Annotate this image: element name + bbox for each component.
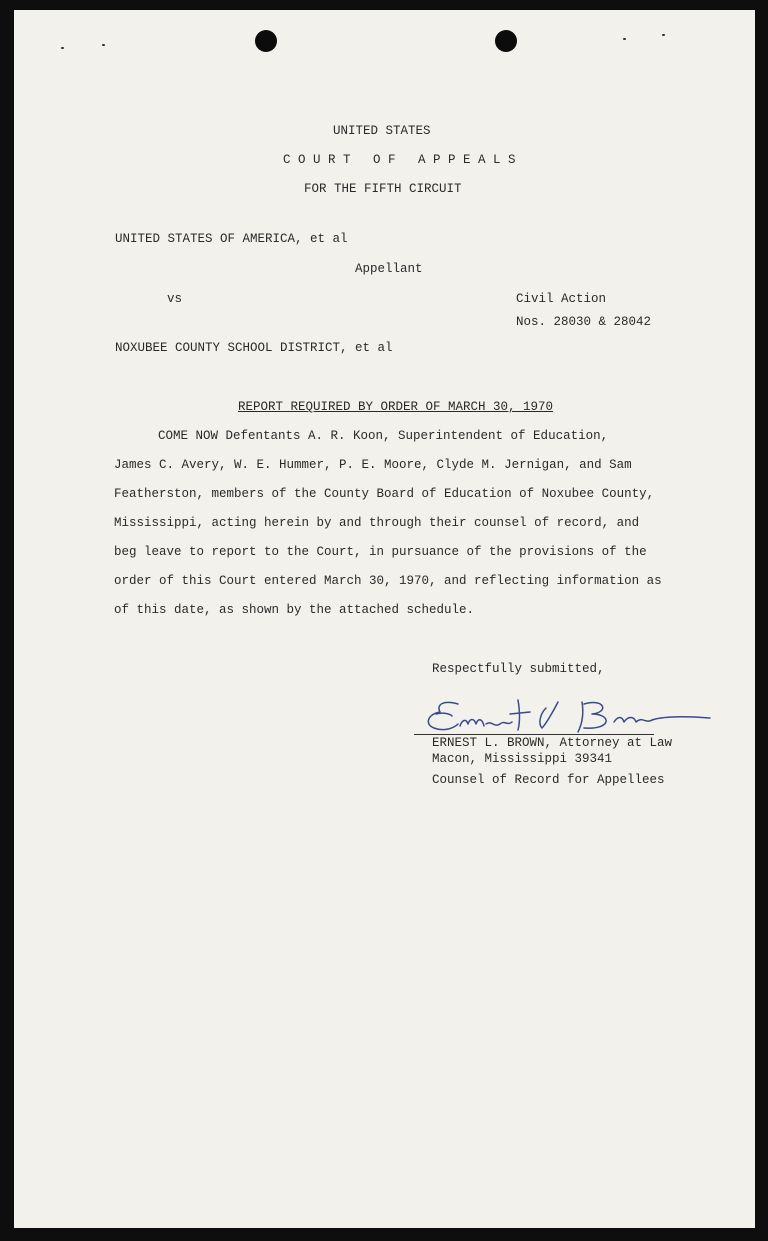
defendant-name: NOXUBEE COUNTY SCHOOL DISTRICT, et al [115, 341, 393, 355]
body-line: Mississippi, acting herein by and through their counsel of record, and [114, 516, 640, 530]
plaintiff-role: Appellant [355, 262, 423, 276]
report-title: REPORT REQUIRED BY ORDER OF MARCH 30, 1970 [238, 400, 554, 414]
closing-line: Respectfully submitted, [432, 662, 605, 676]
speck [623, 38, 626, 40]
court-header-line-3: FOR THE FIFTH CIRCUIT [304, 182, 462, 196]
signature-line [414, 734, 654, 735]
speck [102, 44, 105, 46]
court-header-line-1: UNITED STATES [333, 124, 431, 138]
speck [662, 34, 665, 36]
punch-hole-right [495, 30, 517, 52]
attorney-role: Counsel of Record for Appellees [432, 773, 665, 787]
body-line: Featherston, members of the County Board of Education of Noxubee County, [114, 487, 655, 501]
civil-action-label: Civil Action [516, 292, 607, 306]
body-line: COME NOW Defentants A. R. Koon, Superintendent of Education, [158, 429, 609, 443]
attorney-address: Macon, Mississippi 39341 [432, 752, 613, 766]
body-line: order of this Court entered March 30, 1970, and reflecting information as [114, 574, 662, 588]
handwritten-signature [414, 690, 714, 740]
punch-hole-left [255, 30, 277, 52]
civil-action-numbers: Nos. 28030 & 28042 [516, 315, 652, 329]
body-line: of this date, as shown by the attached schedule. [114, 603, 475, 617]
court-header-line-2: C O U R T O F A P P E A L S [283, 153, 516, 167]
plaintiff-name: UNITED STATES OF AMERICA, et al [115, 232, 348, 246]
body-line: beg leave to report to the Court, in pursuance of the provisions of the [114, 545, 647, 559]
body-line: James C. Avery, W. E. Hummer, P. E. Moore, Clyde M. Jernigan, and Sam [114, 458, 632, 472]
speck [61, 47, 64, 49]
attorney-name: ERNEST L. BROWN, Attorney at Law [432, 736, 673, 750]
versus-label: vs [167, 292, 183, 306]
